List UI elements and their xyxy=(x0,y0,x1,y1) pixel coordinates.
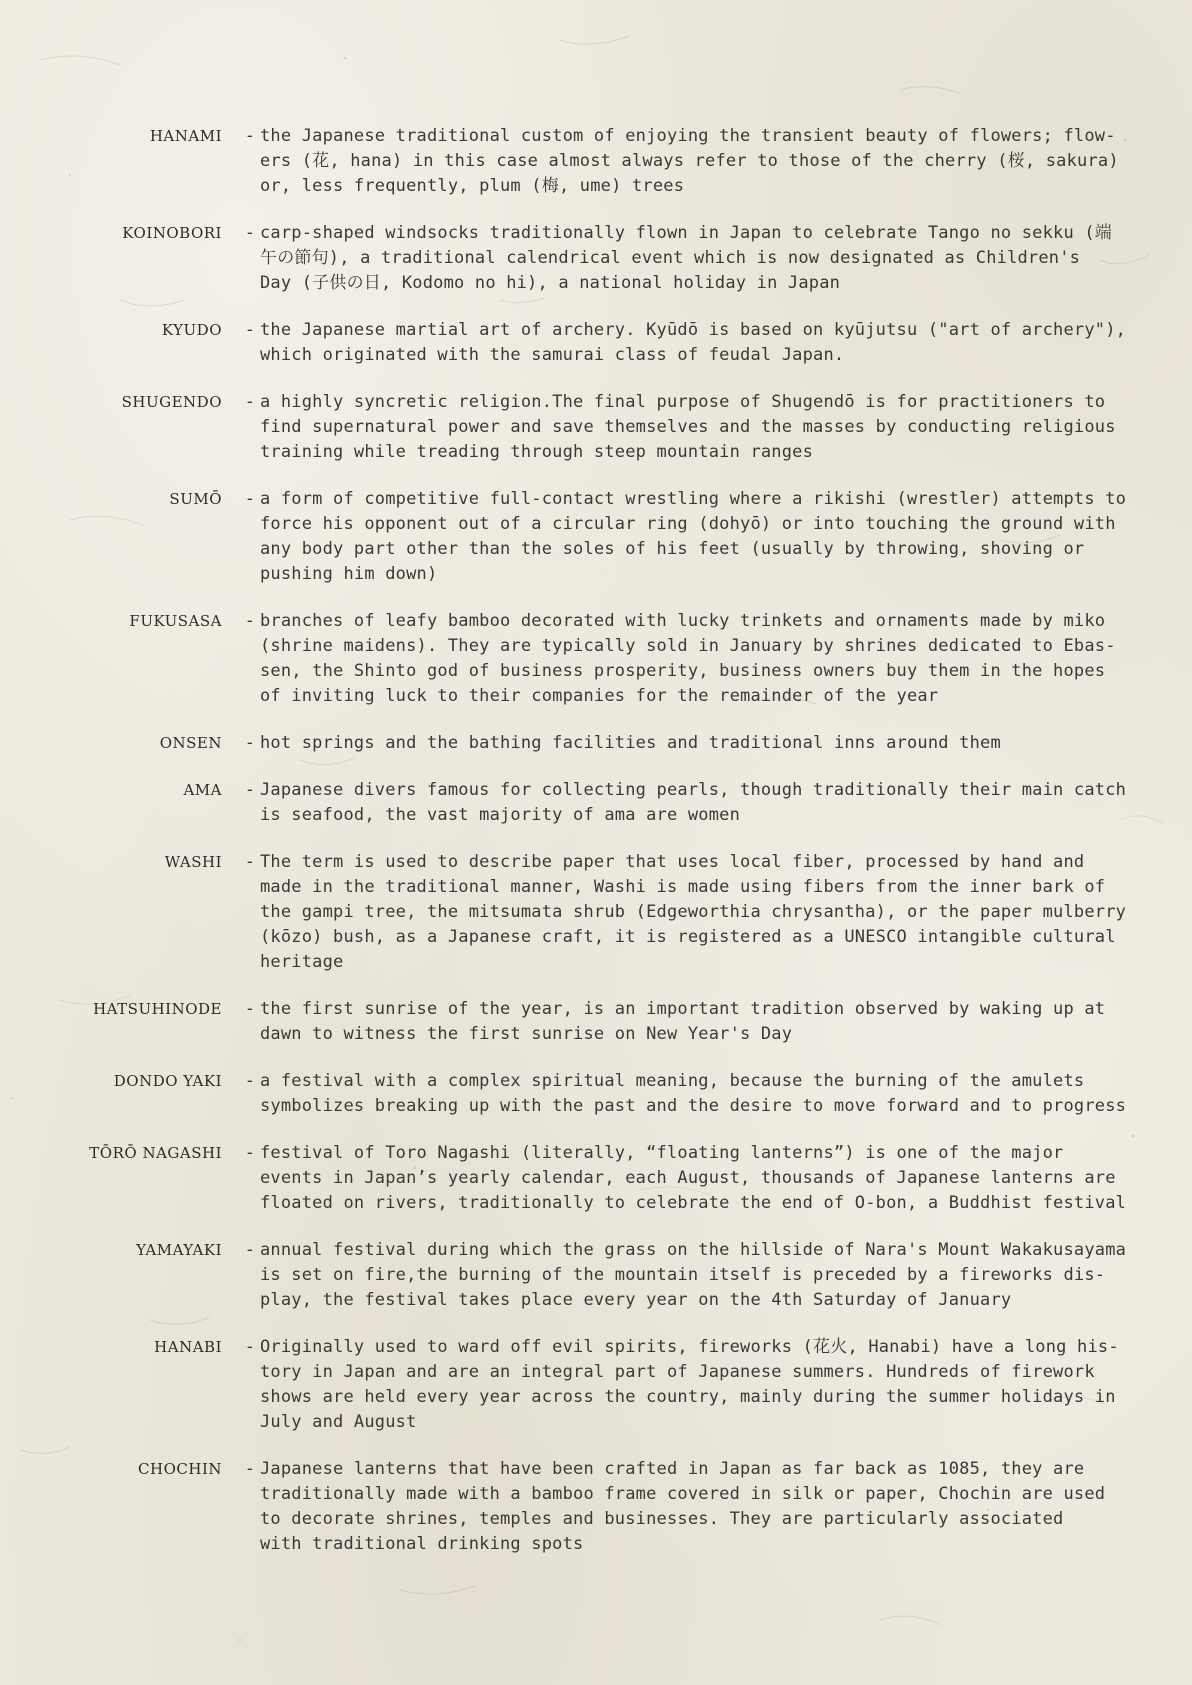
term-label: SHUGENDO xyxy=(121,393,222,411)
term-label: KYUDO xyxy=(161,321,222,339)
definition-text xyxy=(260,390,1140,465)
definition-line: is seafood, the vast majority of ama are women xyxy=(260,805,741,825)
definition-line: hot springs and the bathing facilities and traditional inns around them xyxy=(260,733,1001,753)
definition-line: Day (子供の日, Kodomo no hi), a national holiday in Japan xyxy=(260,273,841,293)
definition-line: carp-shaped windsocks traditionally flown in Japan to celebrate Tango no sekku (端 xyxy=(260,223,1112,243)
term-label: DONDO YAKI xyxy=(113,1072,222,1090)
entry-dash: - xyxy=(244,489,255,509)
definition-line: heritage xyxy=(260,952,344,972)
glossary-entry-fukusasa xyxy=(0,609,1192,709)
definition-line: The term is used to describe paper that uses local fiber, processed by hand and xyxy=(260,852,1085,872)
glossary-entry-hatsuhinode xyxy=(0,997,1192,1047)
entry-dash: - xyxy=(244,733,255,753)
term-label: FUKUSASA xyxy=(129,612,222,630)
entry-dash: - xyxy=(244,1337,255,1357)
definition-line: force his opponent out of a circular ring (dohyō) or into touching the ground with xyxy=(260,514,1116,534)
definition-text xyxy=(260,778,1140,828)
glossary-entry-chochin xyxy=(0,1457,1192,1557)
entry-dash: - xyxy=(244,1240,255,1260)
term-label: CHOCHIN xyxy=(138,1460,222,1478)
definition-text xyxy=(260,731,1140,756)
definition-line: (kōzo) bush, as a Japanese craft, it is registered as a UNESCO intangible cultural xyxy=(260,927,1116,947)
definition-text xyxy=(260,1141,1140,1216)
glossary-entry-onsen xyxy=(0,731,1192,756)
term-label: HANABI xyxy=(154,1338,222,1356)
glossary-entry-koinobori xyxy=(0,221,1192,296)
definition-line: July and August xyxy=(260,1412,417,1432)
definition-text xyxy=(260,850,1140,975)
definition-line: or, less frequently, plum (梅, ume) trees xyxy=(260,176,685,196)
term-label: HATSUHINODE xyxy=(93,1000,222,1018)
definition-line: symbolizes breaking up with the past and the desire to move forward and to progress xyxy=(260,1096,1127,1116)
definition-text xyxy=(260,609,1140,709)
definition-line: a highly syncretic religion.The final purpose of Shugendō is for practitioners to xyxy=(260,392,1106,412)
definition-line: shows are held every year across the country, mainly during the summer holidays in xyxy=(260,1387,1116,1407)
term-label: AMA xyxy=(183,781,222,799)
definition-text xyxy=(260,1335,1140,1435)
definition-text xyxy=(260,1457,1140,1557)
definition-line: training while treading through steep mountain ranges xyxy=(260,442,814,462)
glossary-entry-hanabi xyxy=(0,1335,1192,1435)
entry-dash: - xyxy=(244,999,255,1019)
glossary-entry-yamayaki xyxy=(0,1238,1192,1313)
definition-line: the Japanese traditional custom of enjoying the transient beauty of flowers; flow- xyxy=(260,126,1116,146)
definition-text xyxy=(260,1238,1140,1313)
definition-line: any body part other than the soles of his feet (usually by throwing, shoving or xyxy=(260,539,1085,559)
definition-line: find supernatural power and save themselves and the masses by conducting religious xyxy=(260,417,1116,437)
definition-line: of inviting luck to their companies for the remainder of the year xyxy=(260,686,939,706)
entry-dash: - xyxy=(244,320,255,340)
definition-line: sen, the Shinto god of business prosperity, business owners buy them in the hopes xyxy=(260,661,1106,681)
glossary-entry-ama xyxy=(0,778,1192,828)
glossary-entry-dondo-yaki xyxy=(0,1069,1192,1119)
term-label: ONSEN xyxy=(159,734,222,752)
glossary-entry-kyudo xyxy=(0,318,1192,368)
glossary-entry-shugendo xyxy=(0,390,1192,465)
definition-line: the first sunrise of the year, is an important tradition observed by waking up at xyxy=(260,999,1106,1019)
definition-line: to decorate shrines, temples and businesses. They are particularly associated xyxy=(260,1509,1064,1529)
definition-line: floated on rivers, traditionally to celebrate the end of O-bon, a Buddhist festival xyxy=(260,1193,1127,1213)
definition-text xyxy=(260,487,1140,587)
definition-line: events in Japan’s yearly calendar, each August, thousands of Japanese lanterns are xyxy=(260,1168,1116,1188)
term-label: SUMŌ xyxy=(169,490,222,508)
definition-text xyxy=(260,1069,1140,1119)
definition-line: with traditional drinking spots xyxy=(260,1534,584,1554)
definition-line: made in the traditional manner, Washi is made using fibers from the inner bark of xyxy=(260,877,1106,897)
glossary-entry-sumo xyxy=(0,487,1192,587)
glossary-entry-hanami xyxy=(0,124,1192,199)
glossary-entry-washi xyxy=(0,850,1192,975)
entry-dash: - xyxy=(244,392,255,412)
definition-line: festival of Toro Nagashi (literally, “floating lanterns”) is one of the major xyxy=(260,1143,1064,1163)
term-label: TŌRŌ NAGASHI xyxy=(89,1144,222,1162)
entry-dash: - xyxy=(244,1143,255,1163)
definition-text xyxy=(260,221,1140,296)
definition-line: is set on fire,the burning of the mountain itself is preceded by a fireworks dis- xyxy=(260,1265,1106,1285)
definition-text xyxy=(260,124,1140,199)
term-label: WASHI xyxy=(164,853,222,871)
definition-line: tory in Japan and are an integral part of Japanese summers. Hundreds of firework xyxy=(260,1362,1095,1382)
entry-dash: - xyxy=(244,223,255,243)
entry-dash: - xyxy=(244,780,255,800)
definition-text xyxy=(260,318,1140,368)
definition-line: a form of competitive full-contact wrestling where a rikishi (wrestler) attempts to xyxy=(260,489,1127,509)
definition-line: Originally used to ward off evil spirits, fireworks (花火, Hanabi) have a long his- xyxy=(260,1337,1119,1357)
definition-line: (shrine maidens). They are typically sold in January by shrines dedicated to Ebas- xyxy=(260,636,1116,656)
definition-line: the gampi tree, the mitsumata shrub (Edgeworthia chrysantha), or the paper mulberry xyxy=(260,902,1127,922)
term-label: HANAMI xyxy=(149,127,222,145)
definition-line: annual festival during which the grass on the hillside of Nara's Mount Wakakusayama xyxy=(260,1240,1127,1260)
entry-dash: - xyxy=(244,126,255,146)
definition-line: which originated with the samurai class of feudal Japan. xyxy=(260,345,845,365)
entry-dash: - xyxy=(244,611,255,631)
definition-line: 午の節句), a traditional calendrical event which is now designated as Children's xyxy=(260,248,1081,268)
definition-line: the Japanese martial art of archery. Kyūdō is based on kyūjutsu ("art of archery"), xyxy=(260,320,1127,340)
definition-line: Japanese lanterns that have been crafted in Japan as far back as 1085, they are xyxy=(260,1459,1085,1479)
entry-dash: - xyxy=(244,1459,255,1479)
definition-line: Japanese divers famous for collecting pearls, though traditionally their main catch xyxy=(260,780,1127,800)
definition-line: play, the festival takes place every year on the 4th Saturday of January xyxy=(260,1290,1012,1310)
definition-line: a festival with a complex spiritual meaning, because the burning of the amulets xyxy=(260,1071,1085,1091)
definition-line: ers (花, hana) in this case almost always refer to those of the cherry (桜, sakura) xyxy=(260,151,1119,171)
glossary-entry-toro-nagashi xyxy=(0,1141,1192,1216)
term-label: YAMAYAKI xyxy=(136,1241,222,1259)
term-label: KOINOBORI xyxy=(122,224,222,242)
definition-line: traditionally made with a bamboo frame covered in silk or paper, Chochin are used xyxy=(260,1484,1106,1504)
entry-dash: - xyxy=(244,1071,255,1091)
definition-text xyxy=(260,997,1140,1047)
definition-line: branches of leafy bamboo decorated with lucky trinkets and ornaments made by miko xyxy=(260,611,1106,631)
entry-dash: - xyxy=(244,852,255,872)
glossary-list xyxy=(0,124,1192,1557)
definition-line: pushing him down) xyxy=(260,564,438,584)
definition-line: dawn to witness the first sunrise on New Year's Day xyxy=(260,1024,793,1044)
